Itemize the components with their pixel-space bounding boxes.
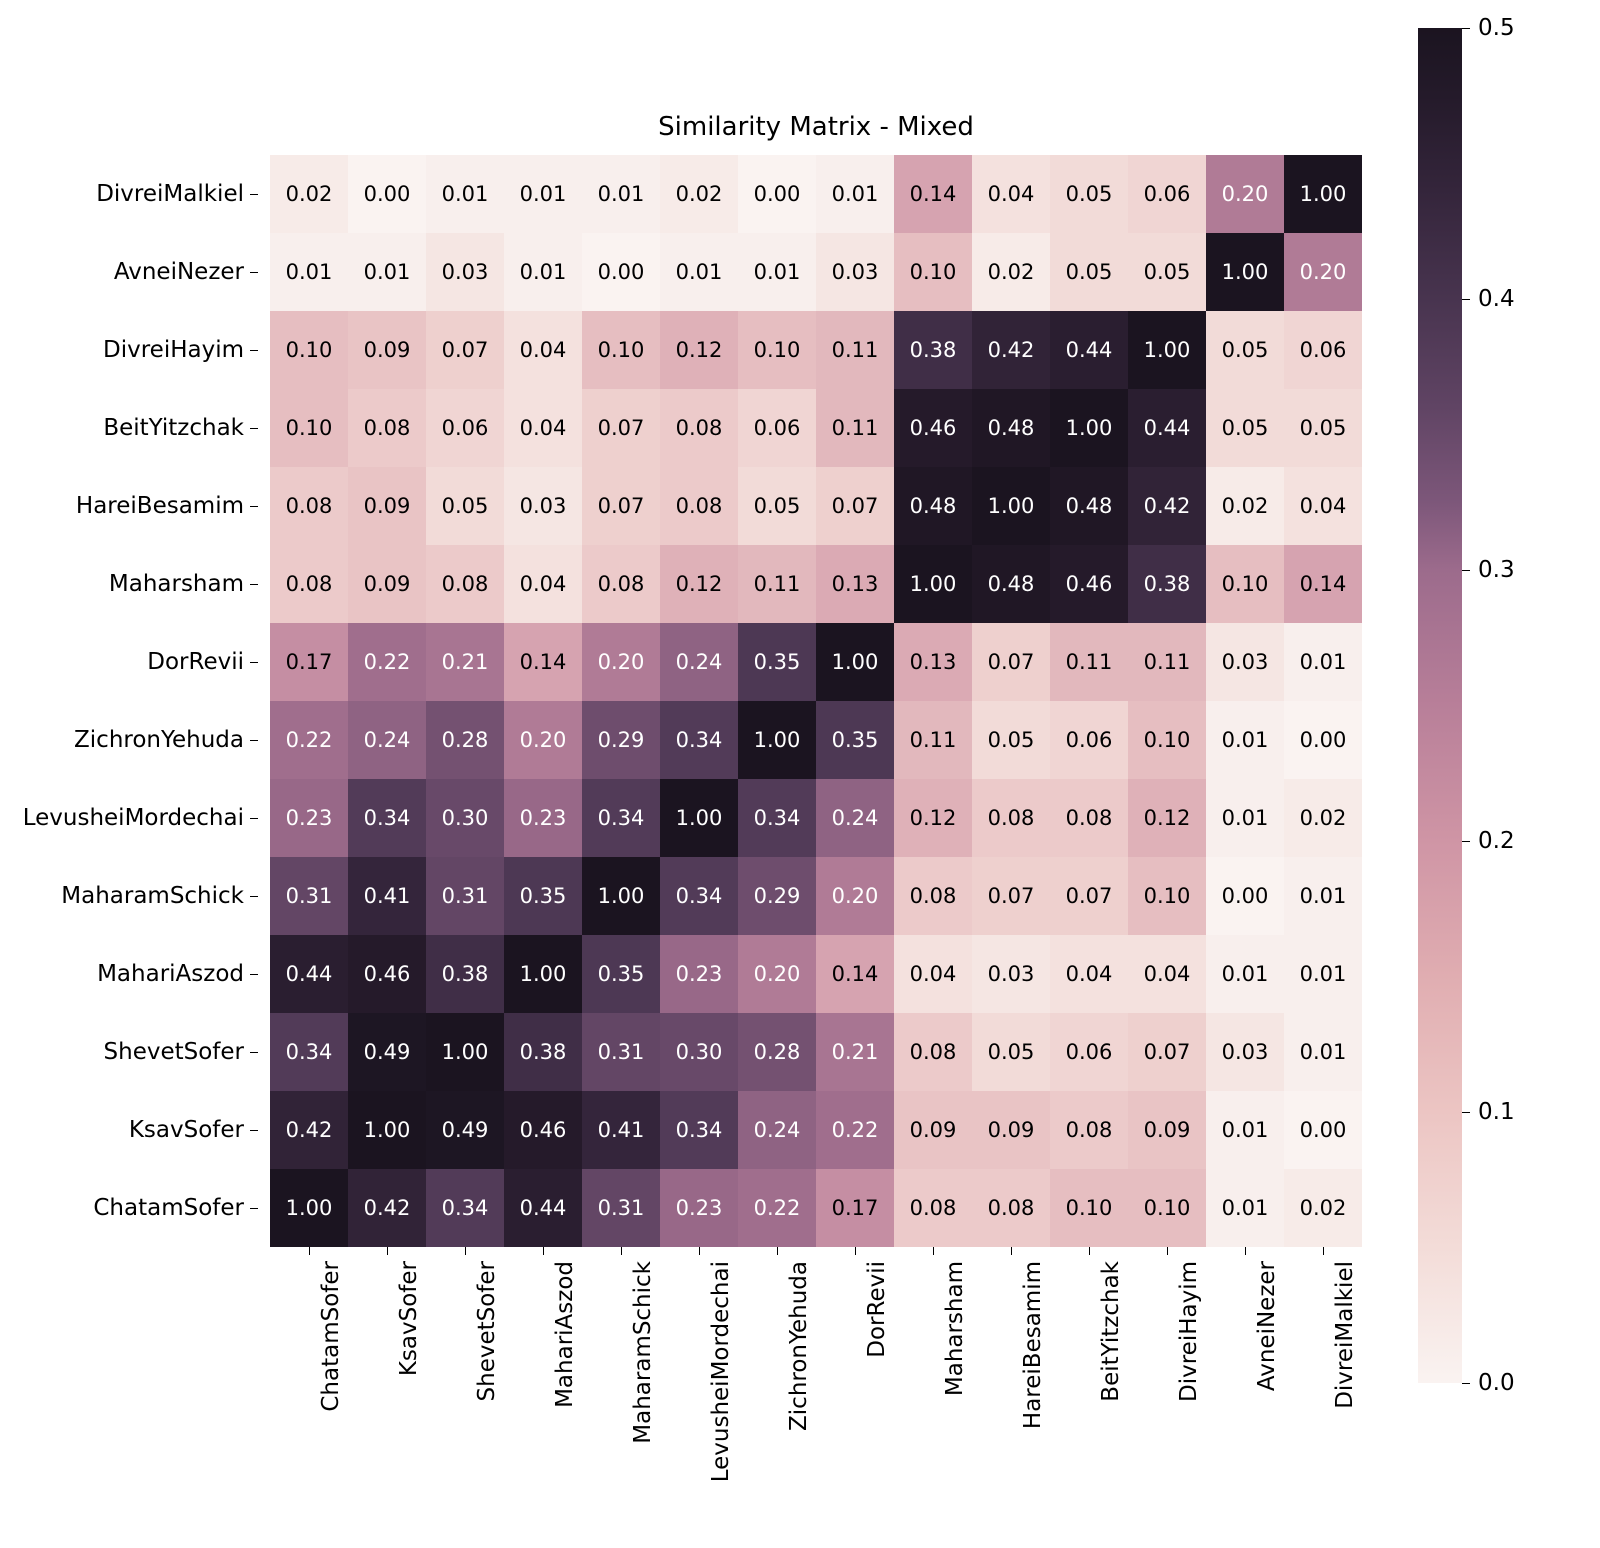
heatmap-cell: 0.01 <box>1206 1091 1284 1169</box>
heatmap-cell: 1.00 <box>816 623 894 701</box>
heatmap-cell: 0.35 <box>504 857 582 935</box>
heatmap-cell: 0.14 <box>816 935 894 1013</box>
y-tick-mark <box>250 974 258 975</box>
heatmap-row <box>270 701 1362 779</box>
heatmap-cell: 0.20 <box>582 623 660 701</box>
heatmap-cell: 0.10 <box>1128 1169 1206 1247</box>
heatmap-cell: 0.04 <box>504 389 582 467</box>
heatmap-cell: 0.07 <box>426 311 504 389</box>
heatmap-cell: 0.42 <box>348 1169 426 1247</box>
heatmap-cell: 0.01 <box>738 233 816 311</box>
heatmap-cell: 0.46 <box>348 935 426 1013</box>
colorbar-tick-label: 0.5 <box>1478 15 1515 41</box>
heatmap-cell: 0.08 <box>1050 1091 1128 1169</box>
x-tick-mark <box>1167 1247 1168 1255</box>
page-title: Similarity Matrix - Mixed <box>658 112 974 142</box>
x-tick-label: AvneiNezer <box>1254 1261 1280 1392</box>
heatmap-cell: 0.01 <box>1206 701 1284 779</box>
heatmap-cell: 0.10 <box>738 311 816 389</box>
heatmap-cell: 0.31 <box>582 1169 660 1247</box>
heatmap-cell: 0.23 <box>660 935 738 1013</box>
y-tick-mark <box>250 818 258 819</box>
colorbar-tick-label: 0.0 <box>1478 1370 1515 1396</box>
heatmap-cell: 0.01 <box>660 233 738 311</box>
heatmap-cell: 0.24 <box>738 1091 816 1169</box>
heatmap-cell: 0.11 <box>738 545 816 623</box>
heatmap-cell: 0.11 <box>894 701 972 779</box>
heatmap-cell: 0.00 <box>1206 857 1284 935</box>
heatmap-cell: 0.34 <box>660 857 738 935</box>
heatmap-cell: 0.04 <box>972 155 1050 233</box>
heatmap-cell: 0.34 <box>660 1091 738 1169</box>
heatmap-cell: 0.44 <box>1050 311 1128 389</box>
heatmap-cell: 1.00 <box>1050 389 1128 467</box>
heatmap-cell: 0.38 <box>504 1013 582 1091</box>
heatmap-cell: 0.04 <box>894 935 972 1013</box>
x-tick-mark <box>1323 1247 1324 1255</box>
heatmap-cell: 1.00 <box>426 1013 504 1091</box>
heatmap-cell: 0.20 <box>816 857 894 935</box>
heatmap-cell: 0.13 <box>894 623 972 701</box>
heatmap-cell: 0.05 <box>972 1013 1050 1091</box>
heatmap-row <box>270 935 1362 1013</box>
heatmap-cell: 0.07 <box>816 467 894 545</box>
heatmap-cell: 0.09 <box>348 311 426 389</box>
y-tick-label: ZichronYehuda <box>74 727 244 753</box>
heatmap-cell: 0.05 <box>1284 389 1362 467</box>
heatmap-cell: 0.07 <box>972 857 1050 935</box>
heatmap-cell: 0.05 <box>1050 155 1128 233</box>
heatmap-cell: 1.00 <box>348 1091 426 1169</box>
heatmap-cell: 0.02 <box>972 233 1050 311</box>
colorbar-tick-label: 0.4 <box>1478 286 1515 312</box>
heatmap-cell: 0.05 <box>426 467 504 545</box>
heatmap-cell: 0.02 <box>1206 467 1284 545</box>
colorbar-tick-mark <box>1462 28 1470 29</box>
heatmap-cell: 0.20 <box>1206 155 1284 233</box>
heatmap-cell: 0.09 <box>348 545 426 623</box>
heatmap-cell: 0.07 <box>972 623 1050 701</box>
heatmap-cell: 0.08 <box>426 545 504 623</box>
heatmap-cell: 0.41 <box>348 857 426 935</box>
heatmap-cell: 0.00 <box>582 233 660 311</box>
heatmap-cell: 0.14 <box>1284 545 1362 623</box>
x-tick-mark <box>1089 1247 1090 1255</box>
heatmap-cell: 0.46 <box>894 389 972 467</box>
x-tick-mark <box>699 1247 700 1255</box>
y-tick-label: MahariAszod <box>97 961 244 987</box>
heatmap-cell: 0.13 <box>816 545 894 623</box>
heatmap-cell: 0.34 <box>270 1013 348 1091</box>
heatmap-cell: 1.00 <box>660 779 738 857</box>
heatmap-cell: 1.00 <box>1128 311 1206 389</box>
x-tick-mark <box>855 1247 856 1255</box>
y-tick-mark <box>250 350 258 351</box>
y-tick-label: Maharsham <box>108 571 244 597</box>
x-tick-label: Maharsham <box>942 1261 968 1397</box>
heatmap-cell: 0.04 <box>504 311 582 389</box>
heatmap-cell: 0.22 <box>738 1169 816 1247</box>
heatmap-cell: 0.09 <box>894 1091 972 1169</box>
heatmap-cell: 0.34 <box>348 779 426 857</box>
heatmap-cell: 0.01 <box>816 155 894 233</box>
y-tick-mark <box>250 272 258 273</box>
heatmap-cell: 0.42 <box>270 1091 348 1169</box>
heatmap-cell: 0.38 <box>1128 545 1206 623</box>
x-tick-mark <box>933 1247 934 1255</box>
colorbar-gradient <box>1418 28 1462 1383</box>
heatmap-cell: 0.21 <box>816 1013 894 1091</box>
heatmap-cell: 0.10 <box>270 311 348 389</box>
heatmap-cell: 0.12 <box>660 311 738 389</box>
heatmap-row <box>270 857 1362 935</box>
x-tick-label: ChatamSofer <box>318 1261 344 1412</box>
heatmap-cell: 0.41 <box>582 1091 660 1169</box>
heatmap-cell: 0.48 <box>972 389 1050 467</box>
heatmap-cell: 0.11 <box>816 389 894 467</box>
heatmap-cell: 0.08 <box>348 389 426 467</box>
heatmap-cell: 0.10 <box>1206 545 1284 623</box>
y-tick-mark <box>250 1052 258 1053</box>
heatmap-cell: 0.04 <box>1128 935 1206 1013</box>
heatmap-cell: 0.49 <box>426 1091 504 1169</box>
heatmap-cell: 0.11 <box>1128 623 1206 701</box>
heatmap-cell: 0.42 <box>1128 467 1206 545</box>
y-tick-label: DivreiHayim <box>103 337 244 363</box>
heatmap-cell: 0.01 <box>1206 779 1284 857</box>
heatmap-cell: 0.29 <box>738 857 816 935</box>
heatmap-row <box>270 467 1362 545</box>
y-tick-label: AvneiNezer <box>113 259 244 285</box>
colorbar-tick-mark <box>1462 1383 1470 1384</box>
y-tick-label: ShevetSofer <box>103 1039 244 1065</box>
x-tick-label: MahariAszod <box>552 1261 578 1408</box>
heatmap-cell: 1.00 <box>894 545 972 623</box>
heatmap-cell: 0.30 <box>660 1013 738 1091</box>
heatmap-cell: 0.03 <box>426 233 504 311</box>
heatmap-row <box>270 389 1362 467</box>
heatmap-cell: 0.46 <box>504 1091 582 1169</box>
x-tick-mark <box>1011 1247 1012 1255</box>
x-tick-label: HareiBesamim <box>1020 1261 1046 1430</box>
colorbar-tick-mark <box>1462 299 1470 300</box>
heatmap-cell: 0.10 <box>894 233 972 311</box>
heatmap-cell: 0.17 <box>270 623 348 701</box>
heatmap-cell: 0.29 <box>582 701 660 779</box>
x-tick-mark <box>309 1247 310 1255</box>
heatmap-cell: 0.01 <box>426 155 504 233</box>
heatmap-cell: 0.04 <box>1050 935 1128 1013</box>
heatmap-cell: 0.24 <box>660 623 738 701</box>
colorbar-tick-mark <box>1462 1112 1470 1113</box>
heatmap-cell: 0.00 <box>1284 1091 1362 1169</box>
heatmap-cell: 0.12 <box>894 779 972 857</box>
x-tick-mark <box>621 1247 622 1255</box>
heatmap-cell: 0.20 <box>504 701 582 779</box>
heatmap-cell: 0.08 <box>894 1169 972 1247</box>
x-tick-label: ShevetSofer <box>474 1261 500 1402</box>
heatmap-cell: 0.42 <box>972 311 1050 389</box>
colorbar-tick-label: 0.2 <box>1478 828 1515 854</box>
heatmap-cell: 0.06 <box>1050 1013 1128 1091</box>
heatmap-cell: 0.20 <box>738 935 816 1013</box>
heatmap-cell: 0.21 <box>426 623 504 701</box>
heatmap-cell: 0.12 <box>1128 779 1206 857</box>
y-tick-label: KsavSofer <box>128 1117 244 1143</box>
heatmap-cell: 0.23 <box>660 1169 738 1247</box>
x-axis-labels <box>270 1247 1362 1537</box>
heatmap-cell: 0.24 <box>348 701 426 779</box>
heatmap-cell: 0.01 <box>1206 1169 1284 1247</box>
heatmap-cell: 0.35 <box>738 623 816 701</box>
y-tick-label: MaharamSchick <box>61 883 244 909</box>
x-tick-label: DorRevii <box>864 1261 890 1358</box>
heatmap-cell: 0.03 <box>972 935 1050 1013</box>
heatmap-cell: 0.05 <box>1050 233 1128 311</box>
heatmap-cell: 0.09 <box>1128 1091 1206 1169</box>
heatmap-cell: 0.08 <box>1050 779 1128 857</box>
heatmap-cell: 0.22 <box>816 1091 894 1169</box>
y-axis-labels <box>0 155 258 1247</box>
heatmap-cell: 0.01 <box>348 233 426 311</box>
x-tick-label: LevusheiMordechai <box>708 1261 734 1483</box>
heatmap-cell: 1.00 <box>1284 155 1362 233</box>
heatmap-cell: 0.34 <box>660 701 738 779</box>
y-tick-mark <box>250 194 258 195</box>
heatmap-cell: 0.38 <box>426 935 504 1013</box>
heatmap-cell: 0.23 <box>504 779 582 857</box>
heatmap-cell: 0.03 <box>816 233 894 311</box>
heatmap-cell: 0.12 <box>660 545 738 623</box>
heatmap-cell: 0.10 <box>1050 1169 1128 1247</box>
heatmap-cell: 0.24 <box>816 779 894 857</box>
y-tick-label: DorRevii <box>147 649 244 675</box>
y-tick-mark <box>250 584 258 585</box>
x-tick-mark <box>543 1247 544 1255</box>
heatmap-table <box>270 155 1362 1247</box>
y-tick-mark <box>250 740 258 741</box>
heatmap-row <box>270 1169 1362 1247</box>
heatmap-cell: 0.20 <box>1284 233 1362 311</box>
heatmap-cell: 0.46 <box>1050 545 1128 623</box>
y-tick-mark <box>250 896 258 897</box>
x-tick-label: ZichronYehuda <box>786 1261 812 1431</box>
heatmap-cell: 0.01 <box>1284 857 1362 935</box>
heatmap-cell: 0.00 <box>738 155 816 233</box>
heatmap-cell: 0.05 <box>1128 233 1206 311</box>
heatmap-cell: 0.44 <box>1128 389 1206 467</box>
heatmap-cell: 0.01 <box>270 233 348 311</box>
y-tick-mark <box>250 1130 258 1131</box>
heatmap-cell: 1.00 <box>504 935 582 1013</box>
x-tick-mark <box>1245 1247 1246 1255</box>
x-tick-mark <box>465 1247 466 1255</box>
heatmap-cell: 0.06 <box>426 389 504 467</box>
heatmap-cell: 0.44 <box>270 935 348 1013</box>
heatmap-cell: 1.00 <box>270 1169 348 1247</box>
heatmap-cell: 0.05 <box>738 467 816 545</box>
heatmap-cell: 0.08 <box>972 1169 1050 1247</box>
y-tick-label: HareiBesamim <box>75 493 244 519</box>
heatmap-cell: 0.08 <box>270 545 348 623</box>
heatmap-cell: 0.23 <box>270 779 348 857</box>
heatmap-cell: 0.03 <box>1206 1013 1284 1091</box>
heatmap-cell: 0.31 <box>426 857 504 935</box>
heatmap-cell: 0.00 <box>1284 701 1362 779</box>
heatmap-cell: 1.00 <box>738 701 816 779</box>
heatmap-cell: 1.00 <box>972 467 1050 545</box>
heatmap-cell: 0.03 <box>1206 623 1284 701</box>
y-tick-mark <box>250 662 258 663</box>
heatmap-cell: 0.10 <box>270 389 348 467</box>
heatmap-cell: 0.07 <box>1128 1013 1206 1091</box>
heatmap-cell: 0.01 <box>504 155 582 233</box>
heatmap-cell: 0.02 <box>270 155 348 233</box>
colorbar-tick-mark <box>1462 570 1470 571</box>
colorbar-tick-label: 0.3 <box>1478 557 1515 583</box>
heatmap-cell: 0.08 <box>270 467 348 545</box>
heatmap-cell: 0.09 <box>972 1091 1050 1169</box>
x-tick-label: DivreiHayim <box>1176 1261 1202 1402</box>
heatmap-cell: 0.04 <box>1284 467 1362 545</box>
heatmap-cell: 0.05 <box>1206 311 1284 389</box>
heatmap-cell: 0.35 <box>582 935 660 1013</box>
heatmap-grid <box>270 155 1362 1247</box>
heatmap-cell: 0.02 <box>1284 779 1362 857</box>
heatmap-cell: 0.28 <box>738 1013 816 1091</box>
heatmap-cell: 0.02 <box>660 155 738 233</box>
heatmap-cell: 0.22 <box>270 701 348 779</box>
heatmap-row <box>270 155 1362 233</box>
heatmap-cell: 0.34 <box>738 779 816 857</box>
heatmap-cell: 0.08 <box>660 389 738 467</box>
heatmap-cell: 0.06 <box>1050 701 1128 779</box>
heatmap-cell: 0.44 <box>504 1169 582 1247</box>
heatmap-cell: 0.01 <box>504 233 582 311</box>
y-tick-label: ChatamSofer <box>93 1195 244 1221</box>
x-tick-label: MaharamSchick <box>630 1261 656 1444</box>
heatmap-row <box>270 233 1362 311</box>
heatmap-cell: 0.35 <box>816 701 894 779</box>
heatmap-row <box>270 779 1362 857</box>
heatmap-cell: 0.48 <box>972 545 1050 623</box>
heatmap-cell: 0.14 <box>504 623 582 701</box>
heatmap-cell: 0.07 <box>1050 857 1128 935</box>
x-tick-mark <box>387 1247 388 1255</box>
y-tick-label: DivreiMalkiel <box>96 181 244 207</box>
heatmap-cell: 0.00 <box>348 155 426 233</box>
heatmap-cell: 0.09 <box>348 467 426 545</box>
heatmap-cell: 0.49 <box>348 1013 426 1091</box>
heatmap-row <box>270 1091 1362 1169</box>
heatmap-row <box>270 545 1362 623</box>
colorbar-tick-mark <box>1462 841 1470 842</box>
x-tick-label: KsavSofer <box>396 1261 422 1377</box>
y-tick-label: BeitYitzchak <box>103 415 244 441</box>
heatmap-cell: 0.08 <box>894 857 972 935</box>
x-tick-label: BeitYitzchak <box>1098 1261 1124 1402</box>
heatmap-cell: 0.06 <box>1284 311 1362 389</box>
colorbar-tick-label: 0.1 <box>1478 1099 1515 1125</box>
heatmap-row <box>270 311 1362 389</box>
heatmap-cell: 0.01 <box>582 155 660 233</box>
heatmap-cell: 0.14 <box>894 155 972 233</box>
heatmap-cell: 0.28 <box>426 701 504 779</box>
heatmap-row <box>270 1013 1362 1091</box>
x-tick-mark <box>777 1247 778 1255</box>
heatmap-cell: 0.22 <box>348 623 426 701</box>
heatmap-cell: 0.04 <box>504 545 582 623</box>
heatmap-cell: 0.02 <box>1284 1169 1362 1247</box>
y-tick-mark <box>250 1208 258 1209</box>
heatmap-cell: 0.01 <box>1284 1013 1362 1091</box>
heatmap-cell: 0.07 <box>582 467 660 545</box>
heatmap-cell: 0.08 <box>894 1013 972 1091</box>
heatmap-cell: 1.00 <box>582 857 660 935</box>
heatmap-cell: 0.17 <box>816 1169 894 1247</box>
heatmap-cell: 0.10 <box>1128 701 1206 779</box>
heatmap-cell: 0.31 <box>270 857 348 935</box>
heatmap-cell: 0.11 <box>1050 623 1128 701</box>
heatmap-cell: 0.06 <box>738 389 816 467</box>
heatmap-cell: 0.08 <box>582 545 660 623</box>
heatmap-cell: 0.05 <box>1206 389 1284 467</box>
heatmap-cell: 0.01 <box>1206 935 1284 1013</box>
colorbar <box>1418 15 1515 1396</box>
heatmap-cell: 0.08 <box>660 467 738 545</box>
heatmap-cell: 0.48 <box>894 467 972 545</box>
heatmap-cell: 0.34 <box>582 779 660 857</box>
heatmap-cell: 0.48 <box>1050 467 1128 545</box>
y-tick-label: LevusheiMordechai <box>22 805 244 831</box>
heatmap-cell: 0.11 <box>816 311 894 389</box>
y-tick-mark <box>250 428 258 429</box>
heatmap-cell: 1.00 <box>1206 233 1284 311</box>
y-tick-mark <box>250 506 258 507</box>
heatmap-cell: 0.06 <box>1128 155 1206 233</box>
heatmap-cell: 0.34 <box>426 1169 504 1247</box>
heatmap-cell: 0.10 <box>1128 857 1206 935</box>
heatmap-cell: 0.01 <box>1284 623 1362 701</box>
heatmap-cell: 0.30 <box>426 779 504 857</box>
heatmap-cell: 0.07 <box>582 389 660 467</box>
heatmap-row <box>270 623 1362 701</box>
heatmap-cell: 0.03 <box>504 467 582 545</box>
heatmap-cell: 0.38 <box>894 311 972 389</box>
heatmap-cell: 0.31 <box>582 1013 660 1091</box>
x-tick-label: DivreiMalkiel <box>1332 1261 1358 1409</box>
heatmap-cell: 0.08 <box>972 779 1050 857</box>
heatmap-cell: 0.01 <box>1284 935 1362 1013</box>
heatmap-cell: 0.05 <box>972 701 1050 779</box>
heatmap-cell: 0.10 <box>582 311 660 389</box>
